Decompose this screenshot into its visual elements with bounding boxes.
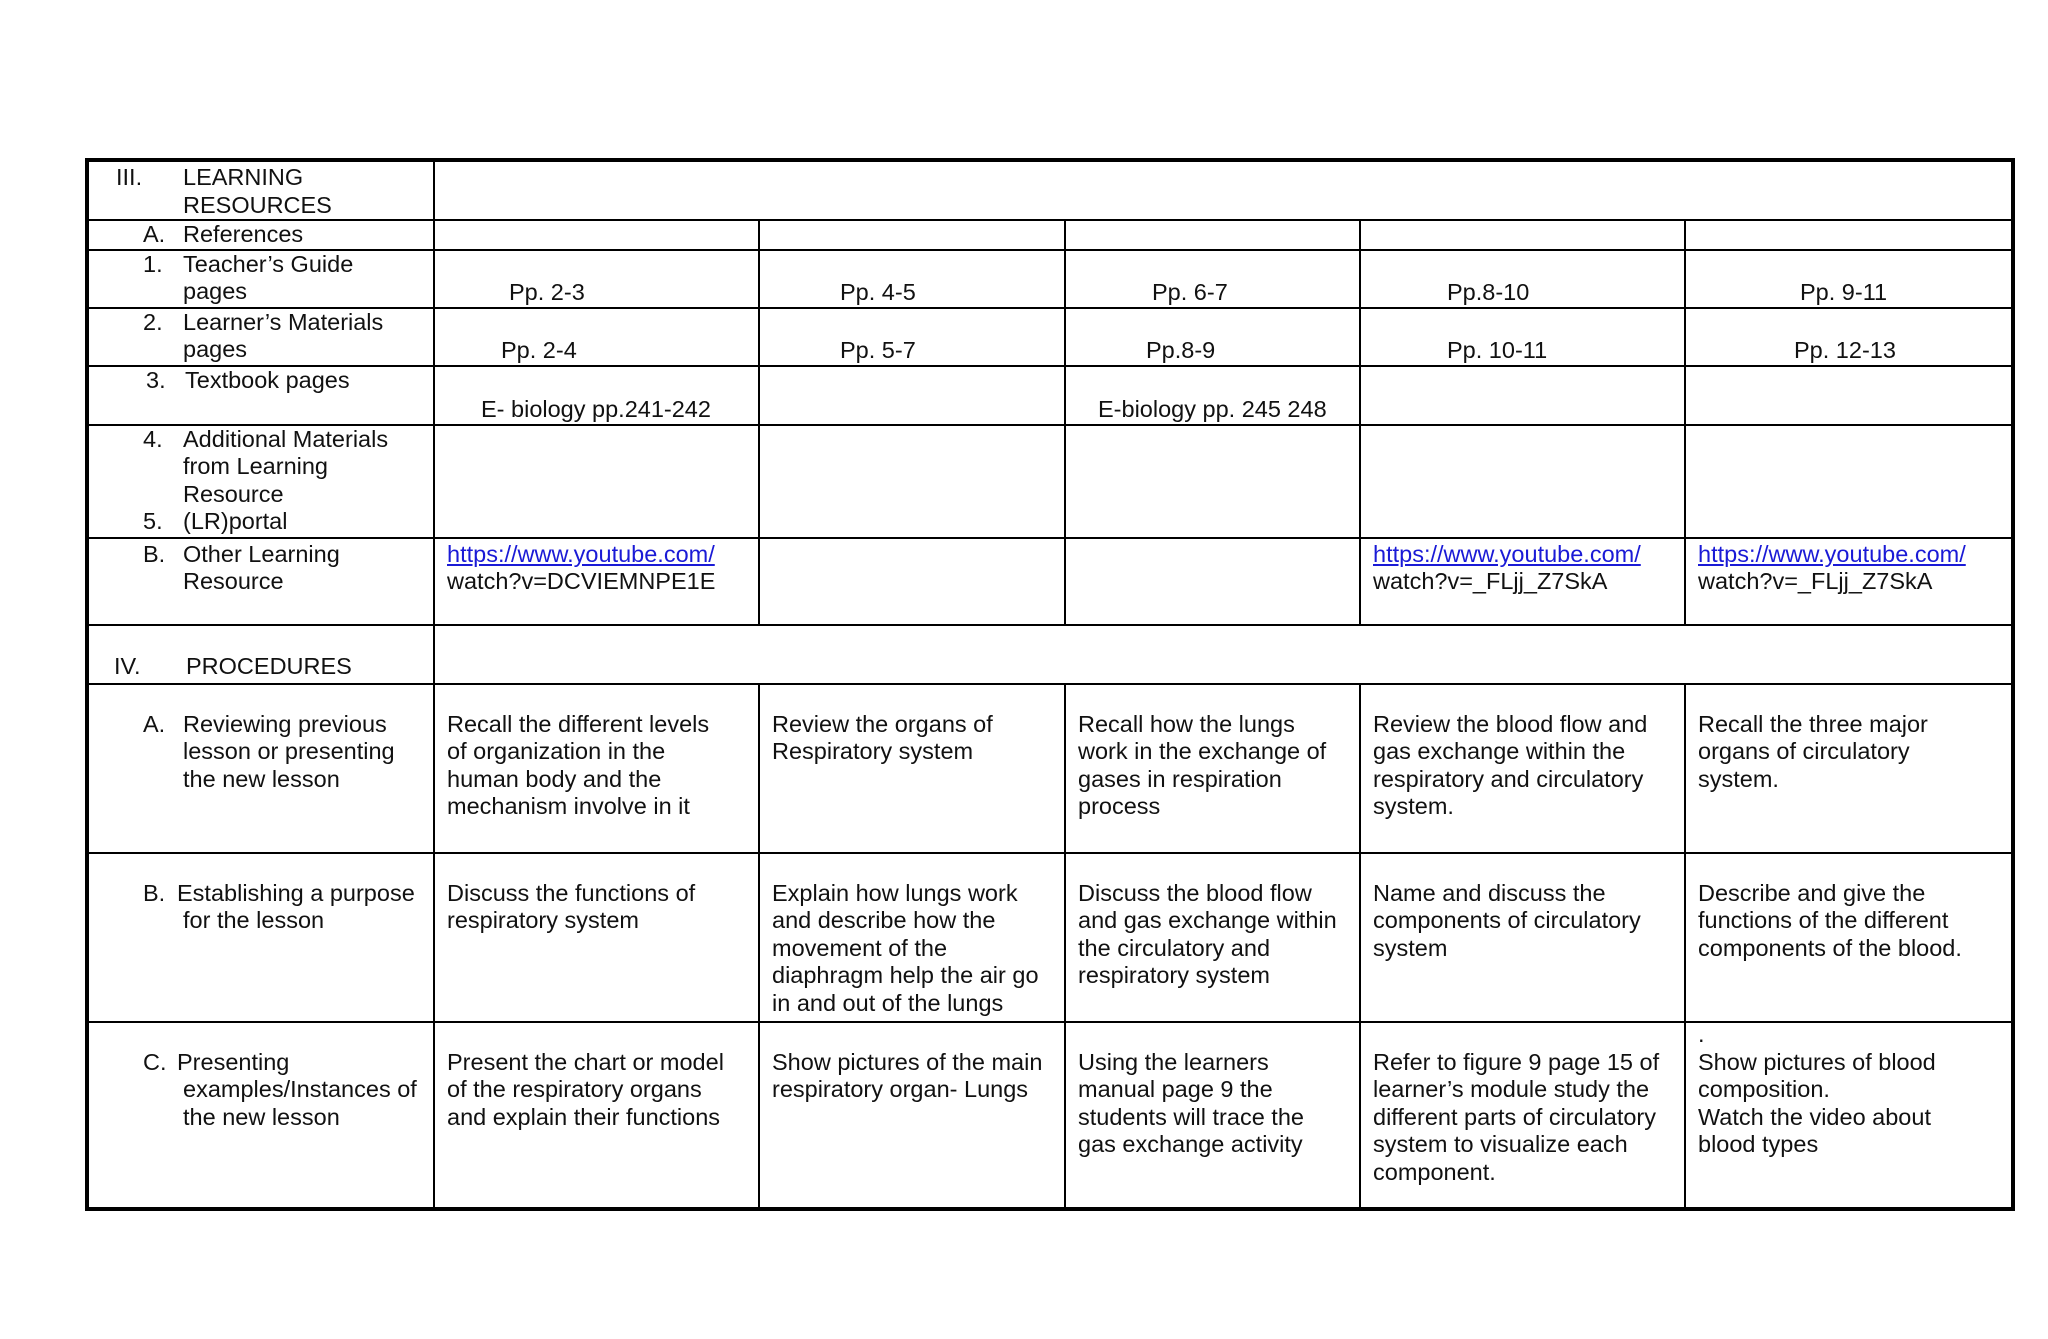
cell-line: gas exchange activity (1078, 1131, 1303, 1157)
procedures-title: PROCEDURES (186, 653, 352, 679)
references-cell (759, 220, 1065, 250)
cell-line: process (1078, 793, 1161, 819)
presenting-cell (1360, 1022, 1685, 1209)
other-resource-marker: B. (143, 540, 166, 567)
other-resource-cell (759, 538, 1065, 625)
teachers-guide-label-line1: Teacher’s Guide (183, 250, 354, 277)
presenting-label-line2: examples/Instances of (183, 1076, 417, 1102)
learners-materials-label-line2: pages (183, 336, 248, 362)
textbook-label: Textbook pages (185, 366, 350, 393)
learners-materials-label-cell (87, 308, 434, 366)
cell-line: functions of the different (1698, 907, 1949, 933)
cell-line: component. (1373, 1158, 1496, 1185)
learners-materials-label-line1: Learner’s Materials (183, 308, 384, 335)
references-label-cell (87, 220, 434, 250)
reviewing-cell (759, 684, 1065, 853)
cell-line: in and out of the lungs (772, 989, 1004, 1016)
additional-marker-4: 4. (143, 425, 163, 452)
cell-line: students will trace the (1078, 1103, 1304, 1130)
cell-line: Describe and give the (1698, 879, 1926, 906)
cell-line: and gas exchange within (1078, 907, 1337, 933)
presenting-cell (1685, 1022, 2013, 1209)
cell-line: of the respiratory organs (447, 1076, 702, 1102)
youtube-link-rest: watch?v=_FLjj_Z7SkA (1698, 568, 1933, 594)
purpose-label-line2: for the lesson (183, 907, 325, 933)
presenting-cell (434, 1022, 759, 1209)
reviewing-cell (1360, 684, 1685, 853)
cell-line: diaphragm help the air go (772, 962, 1039, 988)
procedures-heading-cell (87, 625, 434, 684)
cell-line: system (1373, 934, 1448, 961)
presenting-label-cell (87, 1022, 434, 1209)
cell-line: Recall the three major (1698, 710, 1928, 737)
other-resource-cell (1360, 538, 1685, 625)
additional-line3: Resource (183, 480, 284, 507)
cell-line: Explain how lungs work (772, 879, 1018, 906)
cell-line: Respiratory system (772, 738, 974, 764)
learners-materials-value: Pp. 12-13 (1685, 308, 2013, 366)
references-marker: A. (143, 221, 166, 247)
reviewing-label-line3: the new lesson (183, 765, 340, 792)
textbook-value (759, 366, 1065, 425)
teachers-guide-value: Pp. 2-3 (434, 250, 759, 308)
teachers-guide-marker: 1. (143, 250, 163, 277)
references-cell (1685, 220, 2013, 250)
reviewing-cell (1065, 684, 1360, 853)
cell-line: system to visualize each (1373, 1131, 1628, 1157)
youtube-link-rest: watch?v=_FLjj_Z7SkA (1373, 568, 1608, 594)
cell-line: Show pictures of the main (772, 1048, 1043, 1075)
references-label: References (183, 221, 304, 247)
teachers-guide-value: Pp. 9-11 (1685, 250, 2013, 308)
reviewing-label-line1: Reviewing previous (183, 710, 387, 737)
teachers-guide-value: Pp. 6-7 (1065, 250, 1360, 308)
additional-materials-label-cell (87, 425, 434, 538)
cell-line: respiratory and circulatory (1373, 765, 1644, 792)
references-cell (1360, 220, 1685, 250)
textbook-marker: 3. (146, 366, 166, 393)
cell-line: Discuss the functions of (447, 879, 696, 906)
learners-materials-value: Pp. 10-11 (1360, 308, 1685, 366)
cell-line: learner’s module study the (1373, 1076, 1650, 1102)
cell-line: and explain their functions (447, 1103, 721, 1130)
reviewing-label-line2: lesson or presenting (183, 738, 395, 764)
cell-line: Name and discuss the (1373, 879, 1606, 906)
cell-line: Recall the different levels (447, 710, 710, 737)
other-resource-label-line1: Other Learning (183, 540, 340, 567)
reviewing-cell (1685, 684, 2013, 853)
procedures-blank (434, 625, 2013, 684)
learners-materials-marker: 2. (143, 308, 163, 335)
additional-line1: Additional Materials (183, 425, 389, 452)
references-cell (1065, 220, 1360, 250)
cell-line: system. (1698, 765, 1779, 792)
presenting-row (87, 1022, 2013, 1209)
cell-line: Using the learners (1078, 1048, 1269, 1075)
presenting-label-line1: Presenting (177, 1048, 290, 1075)
other-resource-label-cell (87, 538, 434, 625)
cell-line: work in the exchange of (1078, 738, 1327, 764)
references-row (87, 220, 2013, 250)
presenting-label-line3: the new lesson (183, 1103, 340, 1130)
cell-line: gases in respiration (1078, 765, 1282, 792)
cell-line: blood types (1698, 1131, 1819, 1157)
other-resource-cell (1065, 538, 1360, 625)
other-resource-label-line2: Resource (183, 568, 284, 594)
section-title-line1: LEARNING (183, 164, 304, 190)
cell-line: Review the blood flow and (1373, 710, 1648, 737)
other-resource-cell (434, 538, 759, 625)
section-title-line2: RESOURCES (183, 191, 332, 218)
teachers-guide-value: Pp.8-10 (1360, 250, 1685, 308)
lesson-plan-table (85, 158, 2015, 1211)
youtube-link[interactable]: https://www.youtube.com/ (1373, 540, 1641, 567)
cell-line: respiratory system (447, 907, 639, 933)
textbook-value (1360, 366, 1685, 425)
additional-materials-cell (1685, 425, 2013, 538)
cell-line: respiratory system (1078, 962, 1270, 988)
cell-line: system. (1373, 793, 1454, 819)
procedures-row (87, 625, 2013, 684)
teachers-guide-label-line2: pages (183, 278, 248, 304)
learning-resources-blank (434, 160, 2013, 220)
cell-line: components of the blood. (1698, 934, 1962, 961)
cell-line: Recall how the lungs (1078, 710, 1295, 737)
learning-resources-row (87, 160, 2013, 220)
presenting-cell (1065, 1022, 1360, 1209)
procedures-numeral: IV. (114, 653, 141, 679)
learners-materials-value: Pp. 2-4 (434, 308, 759, 366)
purpose-label-line1: Establishing a purpose (177, 879, 415, 906)
cell-line: Refer to figure 9 page 15 of (1373, 1048, 1660, 1075)
cell-line: respiratory organ- Lungs (772, 1076, 1029, 1102)
cell-line: organs of circulatory (1698, 738, 1910, 764)
additional-materials-cell (1360, 425, 1685, 538)
teachers-guide-label-cell (87, 250, 434, 308)
cell-line: components of circulatory (1373, 907, 1641, 933)
textbook-value (1685, 366, 2013, 425)
reviewing-row (87, 684, 2013, 853)
cell-line: of organization in the (447, 738, 666, 764)
reviewing-label-cell (87, 684, 434, 853)
references-cell (434, 220, 759, 250)
cell-line: Present the chart or model (447, 1048, 724, 1075)
textbook-value: E- biology pp.241-242 (434, 366, 759, 425)
other-resource-row (87, 538, 2013, 625)
cell-line: the circulatory and (1078, 934, 1271, 961)
teachers-guide-value: Pp. 4-5 (759, 250, 1065, 308)
stray-dot: . (1698, 1021, 1705, 1047)
purpose-cell (434, 853, 759, 1022)
learners-materials-value: Pp.8-9 (1065, 308, 1360, 366)
additional-marker-5: 5. (143, 507, 163, 534)
other-resource-cell (1685, 538, 2013, 625)
purpose-row (87, 853, 2013, 1022)
purpose-cell (1065, 853, 1360, 1022)
cell-line: and describe how the (772, 907, 996, 933)
cell-line: mechanism involve in it (447, 793, 690, 819)
youtube-link[interactable]: https://www.youtube.com/ (447, 540, 715, 567)
additional-line4: (LR)portal (183, 508, 288, 534)
presenting-cell (759, 1022, 1065, 1209)
cell-line: Watch the video about (1698, 1103, 1931, 1130)
teachers-guide-row (87, 250, 2013, 308)
purpose-label-cell (87, 853, 434, 1022)
textbook-value: E-biology pp. 245 248 (1065, 366, 1360, 425)
reviewing-marker: A. (143, 710, 166, 737)
cell-line: manual page 9 the (1078, 1076, 1273, 1102)
cell-line: Review the organs of (772, 710, 993, 737)
section-numeral: III. (116, 164, 143, 190)
learning-resources-heading (87, 160, 434, 220)
presenting-marker: C. (143, 1048, 167, 1075)
cell-line: composition. (1698, 1076, 1830, 1102)
cell-line: Discuss the blood flow (1078, 879, 1312, 906)
youtube-link[interactable]: https://www.youtube.com/ (1698, 540, 1966, 567)
additional-materials-cell (1065, 425, 1360, 538)
purpose-cell (1360, 853, 1685, 1022)
reviewing-cell (434, 684, 759, 853)
textbook-label-cell (87, 366, 434, 425)
additional-line2: from Learning (183, 453, 328, 479)
learners-materials-row (87, 308, 2013, 366)
cell-line: movement of the (772, 934, 948, 961)
purpose-marker: B. (143, 879, 166, 906)
cell-line: human body and the (447, 765, 662, 792)
youtube-link-rest: watch?v=DCVIEMNPE1E (447, 568, 716, 594)
cell-line: gas exchange within the (1373, 738, 1626, 764)
additional-materials-cell (434, 425, 759, 538)
purpose-cell (1685, 853, 2013, 1022)
additional-materials-row (87, 425, 2013, 538)
cell-line: different parts of circulatory (1373, 1103, 1656, 1130)
textbook-row (87, 366, 2013, 425)
cell-line: Show pictures of blood (1698, 1048, 1936, 1075)
learners-materials-value: Pp. 5-7 (759, 308, 1065, 366)
additional-materials-cell (759, 425, 1065, 538)
purpose-cell (759, 853, 1065, 1022)
